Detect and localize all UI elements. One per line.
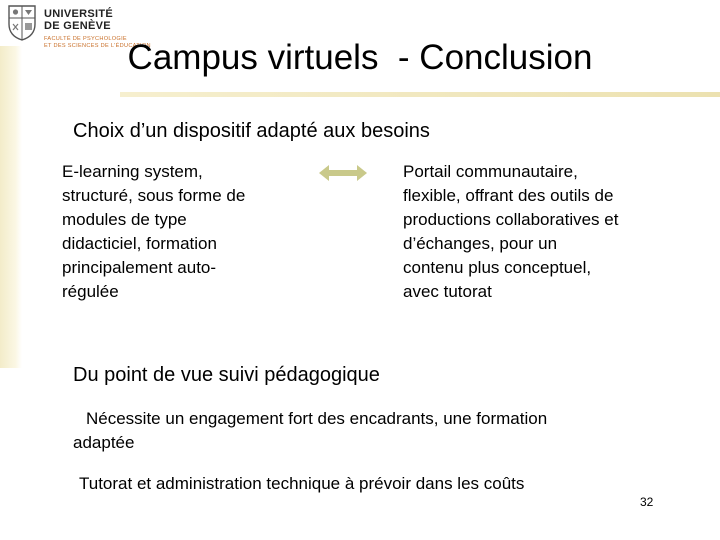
logo-line-1: UNIVERSITÉ xyxy=(44,8,114,20)
detail-line: adaptée xyxy=(73,433,135,452)
logo-title xyxy=(44,8,113,32)
page-number: 32 xyxy=(640,495,654,509)
left-accent-bar xyxy=(0,46,22,368)
right-column-line: productions collaboratives et xyxy=(403,210,619,229)
left-column-line: modules de type xyxy=(62,210,187,229)
logo-sub-line-1: FACULTÉ DE PSYCHOLOGIE xyxy=(44,36,127,42)
detail-paragraph-2: Tutorat et administration technique à prévoir dans les coûts xyxy=(79,474,525,493)
slide-title: Campus virtuels - Conclusion xyxy=(127,38,593,77)
slide-subtitle: Choix d’un dispositif adapté aux besoins xyxy=(73,120,430,142)
left-column-line: régulée xyxy=(62,282,119,301)
right-column-line: contenu plus conceptuel, xyxy=(403,258,592,277)
left-column-line: principalement auto- xyxy=(62,258,217,277)
logo-line-2: DE GENÈVE xyxy=(44,20,111,32)
right-column-line: avec tutorat xyxy=(403,282,492,301)
double-arrow-icon xyxy=(318,163,368,183)
detail-line: Nécessite un engagement fort des encadrants, une formation xyxy=(86,409,548,428)
right-column xyxy=(403,160,618,304)
right-column-line: flexible, offrant des outils de xyxy=(403,186,614,205)
left-column-line: structuré, sous forme de xyxy=(62,186,246,205)
right-column-line: d’échanges, pour un xyxy=(403,234,558,253)
right-column-line: Portail communautaire, xyxy=(403,162,578,181)
left-column-line: didacticiel, formation xyxy=(62,234,217,253)
logo-sub-line-2: ET DES SCIENCES DE L'ÉDUCATION xyxy=(44,42,151,49)
left-column xyxy=(62,160,245,304)
left-column-line: E-learning system, xyxy=(62,162,203,181)
section-heading: Du point de vue suivi pédagogique xyxy=(73,364,380,386)
title-underline-bar xyxy=(120,92,720,97)
detail-paragraph xyxy=(73,407,548,455)
